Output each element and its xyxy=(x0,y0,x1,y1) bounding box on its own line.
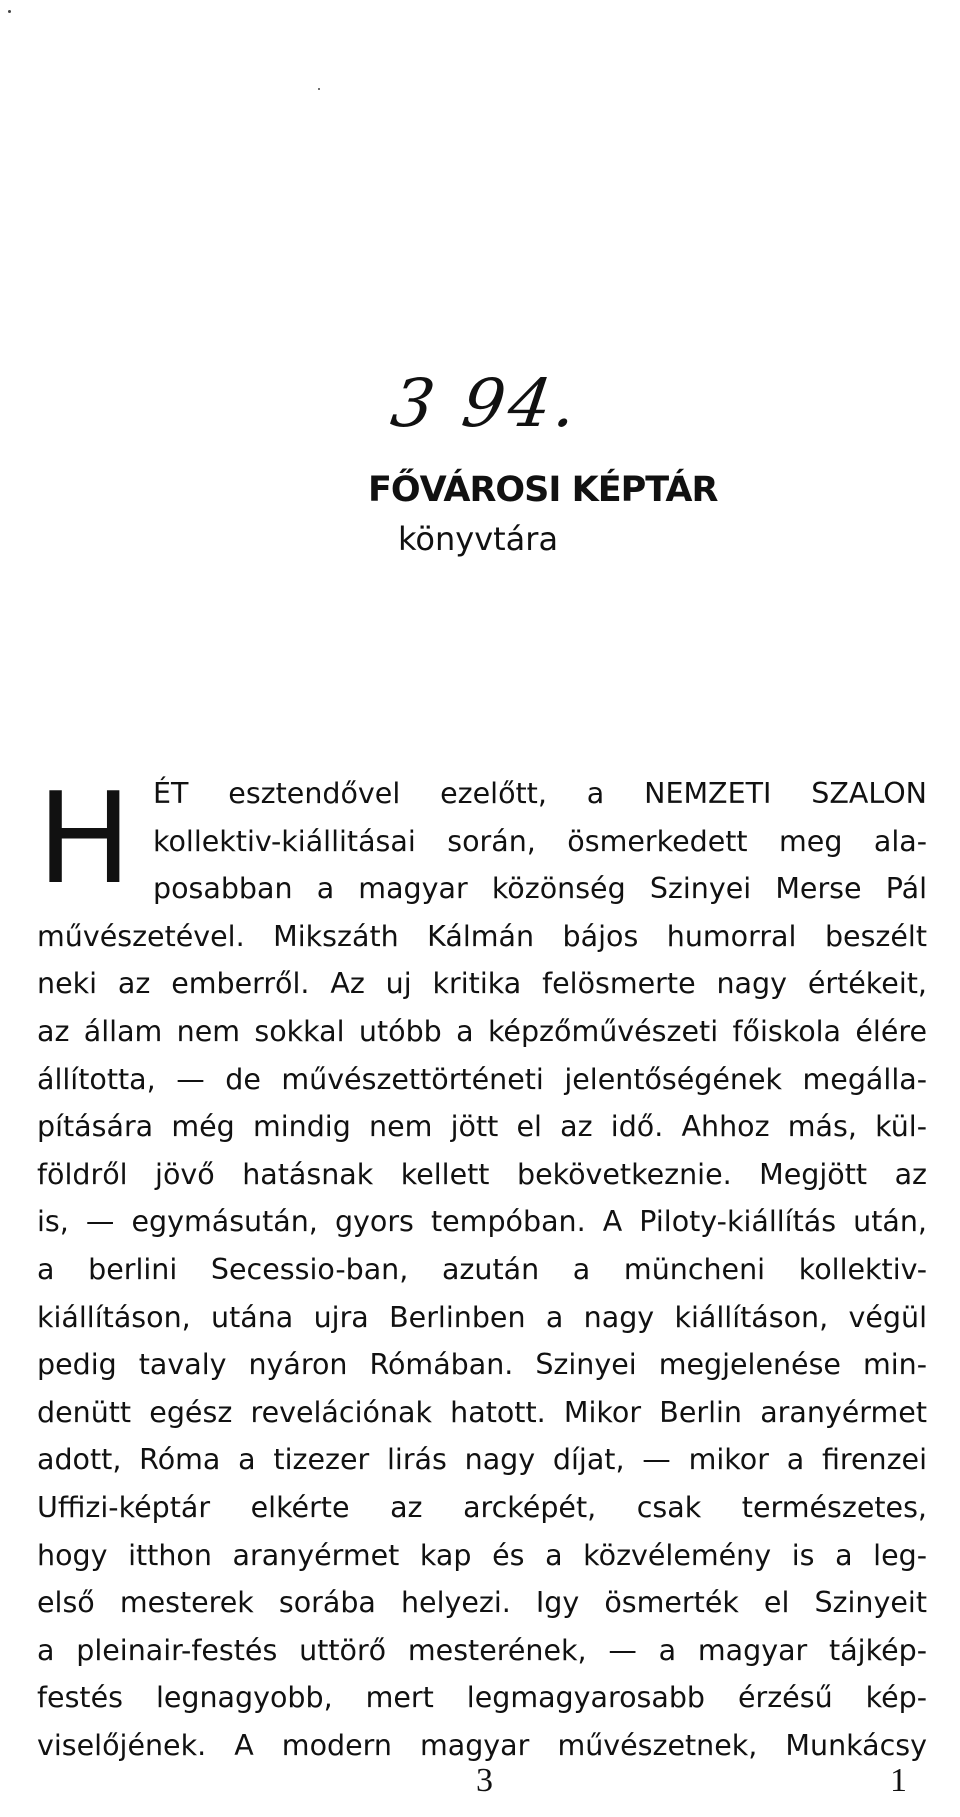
text-line: pedig tavaly nyáron Rómában. Szinyei megjelenése min- xyxy=(37,1348,927,1382)
text-line: ÉT esztendővel ezelőtt, a NEMZETI SZALON xyxy=(153,777,927,810)
library-stamp-subtitle: könyvtára xyxy=(398,520,559,558)
text-line: denütt egész revelációnak hatott. Mikor Berlin aranyérmet xyxy=(37,1395,927,1429)
text-line: a berlini Secessio-ban, azután a müncheni kollektiv- xyxy=(37,1252,927,1286)
page-number: 3 xyxy=(476,1762,493,1799)
text-line: adott, Róma a tizezer lirás nagy díjat, — mikor a firenzei xyxy=(37,1443,927,1477)
text-line: festés legnagyobb, mert legmagyarosabb érzésű kép- xyxy=(37,1681,927,1715)
text-line: Uffizi-képtár elkérte az arcképét, csak természetes, xyxy=(37,1490,927,1524)
text-line: első mesterek sorába helyezi. Igy ösmerték el Szinyeit xyxy=(37,1586,927,1620)
text-line: az állam nem sokkal utóbb a képzőművészeti főiskola élére xyxy=(37,1014,927,1048)
text-line: pítására még mindig nem jött el az idő. Ahhoz más, kül- xyxy=(37,1110,927,1144)
text-line: neki az emberről. Az uj kritika felösmerte nagy értékeit, xyxy=(37,967,927,1001)
dust-speck xyxy=(8,10,11,13)
drop-cap-letter: H xyxy=(37,765,132,912)
library-stamp-title: FŐVÁROSI KÉPTÁR xyxy=(368,470,718,510)
text-line: is, — egymásután, gyors tempóban. A Piloty-kiállítás után, xyxy=(37,1205,927,1239)
text-line: a pleinair-festés uttörő mesterének, — a magyar tájkép- xyxy=(37,1633,927,1667)
signature-mark: 1 xyxy=(890,1762,907,1799)
text-line: hogy itthon aranyérmet kap és a közvélemény is a leg- xyxy=(37,1538,927,1572)
text-line: állította, — de művészettörténeti jelentőségének megálla- xyxy=(37,1062,927,1096)
text-line: kiállításon, utána ujra Berlinben a nagy kiállításon, végül xyxy=(37,1300,927,1334)
text-line: viselőjének. A modern magyar művészetnek, Munkácsy xyxy=(37,1728,927,1762)
text-line: művészetével. Mikszáth Kálmán bájos humorral beszélt xyxy=(37,919,927,953)
text-line: földről jövő hatásnak kellett bekövetkeznie. Megjött az xyxy=(37,1157,927,1191)
text-line: kollektiv-kiállitásai során, ösmerkedett meg ala- xyxy=(153,824,927,858)
dust-speck xyxy=(318,88,320,90)
handwritten-catalog-number: 3 94. xyxy=(386,365,586,442)
text-line: posabban a magyar közönség Szinyei Merse Pál xyxy=(153,872,927,906)
paragraph-lines xyxy=(37,765,927,1769)
body-paragraph xyxy=(37,765,927,1769)
